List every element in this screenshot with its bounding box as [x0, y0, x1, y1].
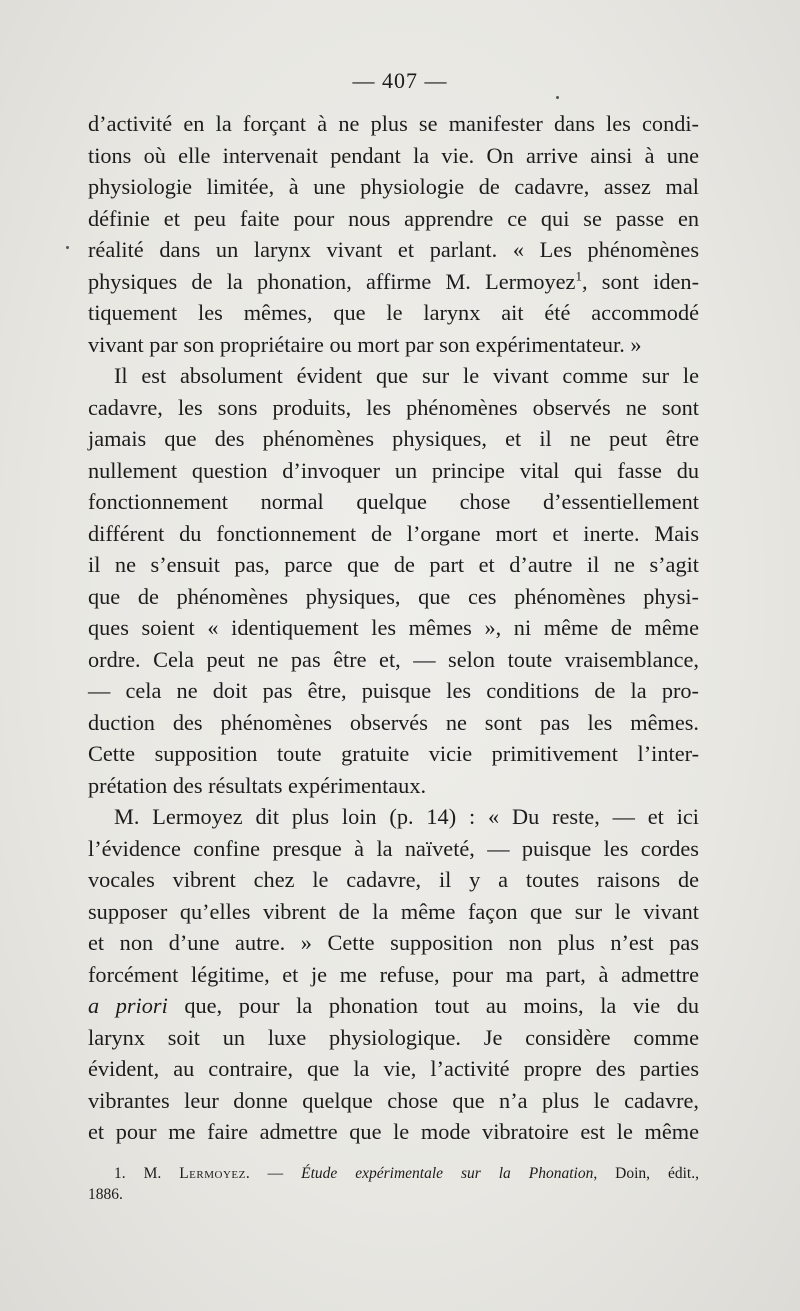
footnote-author-prefix: M.	[143, 1165, 180, 1182]
text-line: différent du fonctionnement de l’organe mort et inerte. Mais	[88, 520, 699, 546]
footnote-number: 1.	[114, 1165, 126, 1182]
text-line: évident, au contraire, que la vie, l’activité propre des parties	[88, 1056, 699, 1081]
text-line: Cette supposition toute gratuite vicie primitivement l’inter-	[88, 741, 699, 766]
text-line: vocales vibrent chez le cadavre, il y a toutes raisons de	[88, 867, 699, 892]
text-line: duction des phénomènes observés ne sont pas les mêmes.	[88, 709, 699, 735]
text-fragment: physiques de la phonation, affirme M. Lermoyez	[88, 268, 576, 294]
text-line: vivant par son propriétaire ou mort par son expérimentateur. »	[88, 331, 642, 357]
text-line: que de phénomènes physiques, que ces phénomènes physi-	[88, 583, 699, 609]
footnote-line	[88, 1163, 699, 1184]
footnote-publisher: , Doin, édit.,	[593, 1165, 699, 1182]
body-text	[88, 108, 699, 1148]
footnote-title: Étude expérimentale sur la Phonation	[301, 1165, 594, 1182]
text-line: réalité dans un larynx vivant et parlant. « Les phénomènes	[88, 237, 699, 262]
text-line: cadavre, les sons produits, les phénomènes observés ne sont	[88, 394, 699, 420]
text-line: M. Lermoyez dit plus loin (p. 14) : « Du reste, — et ici	[114, 804, 699, 829]
text-line: il ne s’ensuit pas, parce que de part et d’autre il ne s’agit	[88, 552, 699, 577]
text-line-with-italic	[88, 990, 699, 1022]
footnote-dash: . —	[245, 1165, 302, 1182]
text-line: ques soient « identiquement les mêmes », ni même de même	[88, 615, 699, 640]
paper-speck	[66, 246, 69, 249]
text-line: définie et peu faite pour nous apprendre ce qui se passe en	[88, 205, 699, 231]
text-line: d’activité en la forçant à ne plus se manifester dans les condi-	[88, 111, 699, 136]
text-line: tiquement les mêmes, que le larynx ait été accommodé	[88, 300, 699, 325]
footnote-year: 1886.	[88, 1186, 123, 1203]
footnote-author: Lermoyez	[179, 1165, 246, 1182]
text-line: supposer qu’elles vibrent de la même façon que sur le vivant	[88, 898, 699, 924]
text-line: et pour me faire admettre que le mode vibratoire est le même	[88, 1119, 699, 1144]
text-line-with-footnote-ref	[88, 266, 699, 298]
paper-speck	[556, 96, 559, 99]
text-line: forcément légitime, et je me refuse, pour ma part, à admettre	[88, 961, 699, 987]
footnote-reference: 1	[575, 268, 582, 284]
text-line: prétation des résultats expérimentaux.	[88, 772, 427, 798]
text-line: — cela ne doit pas être, puisque les conditions de la pro-	[88, 678, 699, 703]
text-line: l’évidence confine presque à la naïveté, — puisque les cordes	[88, 835, 699, 861]
text-line: vibrantes leur donne quelque chose que n’a plus le cadavre,	[88, 1087, 699, 1113]
text-line: nullement question d’invoquer un principe vital qui fasse du	[88, 457, 699, 483]
italic-phrase: a priori	[88, 993, 168, 1018]
text-line: et non d’une autre. » Cette supposition non plus n’est pas	[88, 930, 699, 955]
text-line: ordre. Cela peut ne pas être et, — selon toute vraisemblance,	[88, 646, 699, 672]
text-line: tions où elle intervenait pendant la vie. On arrive ainsi à une	[88, 142, 699, 168]
text-line: fonctionnement normal quelque chose d’essentiellement	[88, 489, 699, 514]
text-line: larynx soit un luxe physiologique. Je considère comme	[88, 1024, 699, 1050]
text-line: jamais que des phénomènes physiques, et il ne peut être	[88, 426, 699, 451]
page-number: — 407 —	[352, 68, 448, 93]
text-fragment: , sont iden-	[581, 268, 699, 294]
text-line: physiologie limitée, à une physiologie de cadavre, assez mal	[88, 174, 699, 199]
text-fragment: que, pour la phonation tout au moins, la vie du	[167, 993, 700, 1018]
text-line: Il est absolument évident que sur le vivant comme sur le	[114, 363, 699, 388]
footnote	[88, 1163, 699, 1205]
